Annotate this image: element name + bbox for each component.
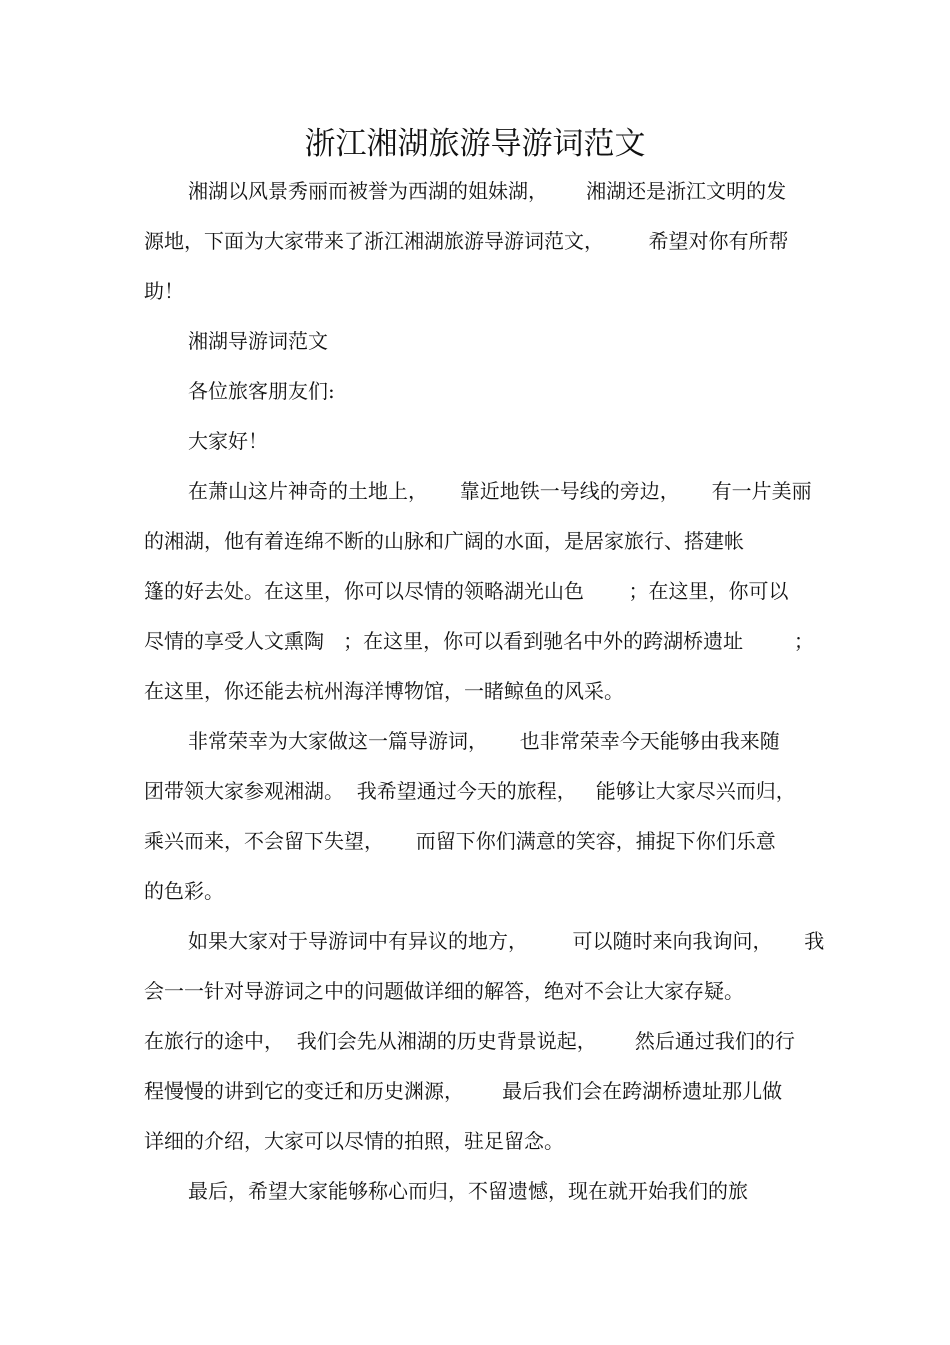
paragraph-line: 会一一针对导游词之中的问题做详细的解答，绝对不会让大家存疑。 <box>144 979 744 1003</box>
paragraph-line: 的色彩。 <box>144 879 224 903</box>
paragraph-line: 程慢慢的讲到它的变迁和历史渊源， 最后我们会在跨湖桥遗址那儿做 <box>144 1079 783 1103</box>
section-heading: 湘湖导游词范文 <box>188 329 328 353</box>
greeting-line: 大家好！ <box>188 429 268 453</box>
paragraph-line: 非常荣幸为大家做这一篇导游词， 也非常荣幸今天能够由我来随 <box>188 729 780 753</box>
paragraph-line: 乘兴而来，不会留下失望， 而留下你们满意的笑容，捕捉下你们乐意 <box>144 829 776 853</box>
paragraph-line: 在旅行的途中， 我们会先从湘湖的历史背景说起， 然后通过我们的行 <box>144 1029 795 1053</box>
salutation-line: 各位旅客朋友们: <box>188 379 335 403</box>
paragraph-line: 湘湖以风景秀丽而被誉为西湖的姐妹湖， 湘湖还是浙江文明的发 <box>188 179 787 203</box>
paragraph-line: 的湘湖，他有着连绵不断的山脉和广阔的水面，是居家旅行、搭建帐 <box>144 529 744 553</box>
paragraph-line: 尽情的享受人文熏陶 ；在这里，你可以看到驰名中外的跨湖桥遗址 ； <box>144 629 814 653</box>
paragraph-line: 源地，下面为大家带来了浙江湘湖旅游导游词范文， 希望对你有所帮 <box>144 229 789 253</box>
paragraph-line: 如果大家对于导游词中有异议的地方， 可以随时来向我询问， 我 <box>188 929 825 953</box>
paragraph-line: 在萧山这片神奇的土地上， 靠近地铁一号线的旁边， 有一片美丽 <box>188 479 812 503</box>
document-title: 浙江湘湖旅游导游词范文 <box>304 126 646 162</box>
paragraph-line: 助！ <box>144 279 184 303</box>
paragraph-line: 最后，希望大家能够称心而归，不留遗憾，现在就开始我们的旅 <box>188 1179 748 1203</box>
paragraph-line: 在这里，你还能去杭州海洋博物馆，一睹鲸鱼的风采。 <box>144 679 624 703</box>
paragraph-line: 团带领大家参观湘湖。 我希望通过今天的旅程， 能够让大家尽兴而归， <box>144 779 796 803</box>
paragraph-line: 详细的介绍，大家可以尽情的拍照，驻足留念。 <box>144 1129 564 1153</box>
paragraph-line: 篷的好去处。在这里，你可以尽情的领略湖光山色 ；在这里，你可以 <box>144 579 789 603</box>
